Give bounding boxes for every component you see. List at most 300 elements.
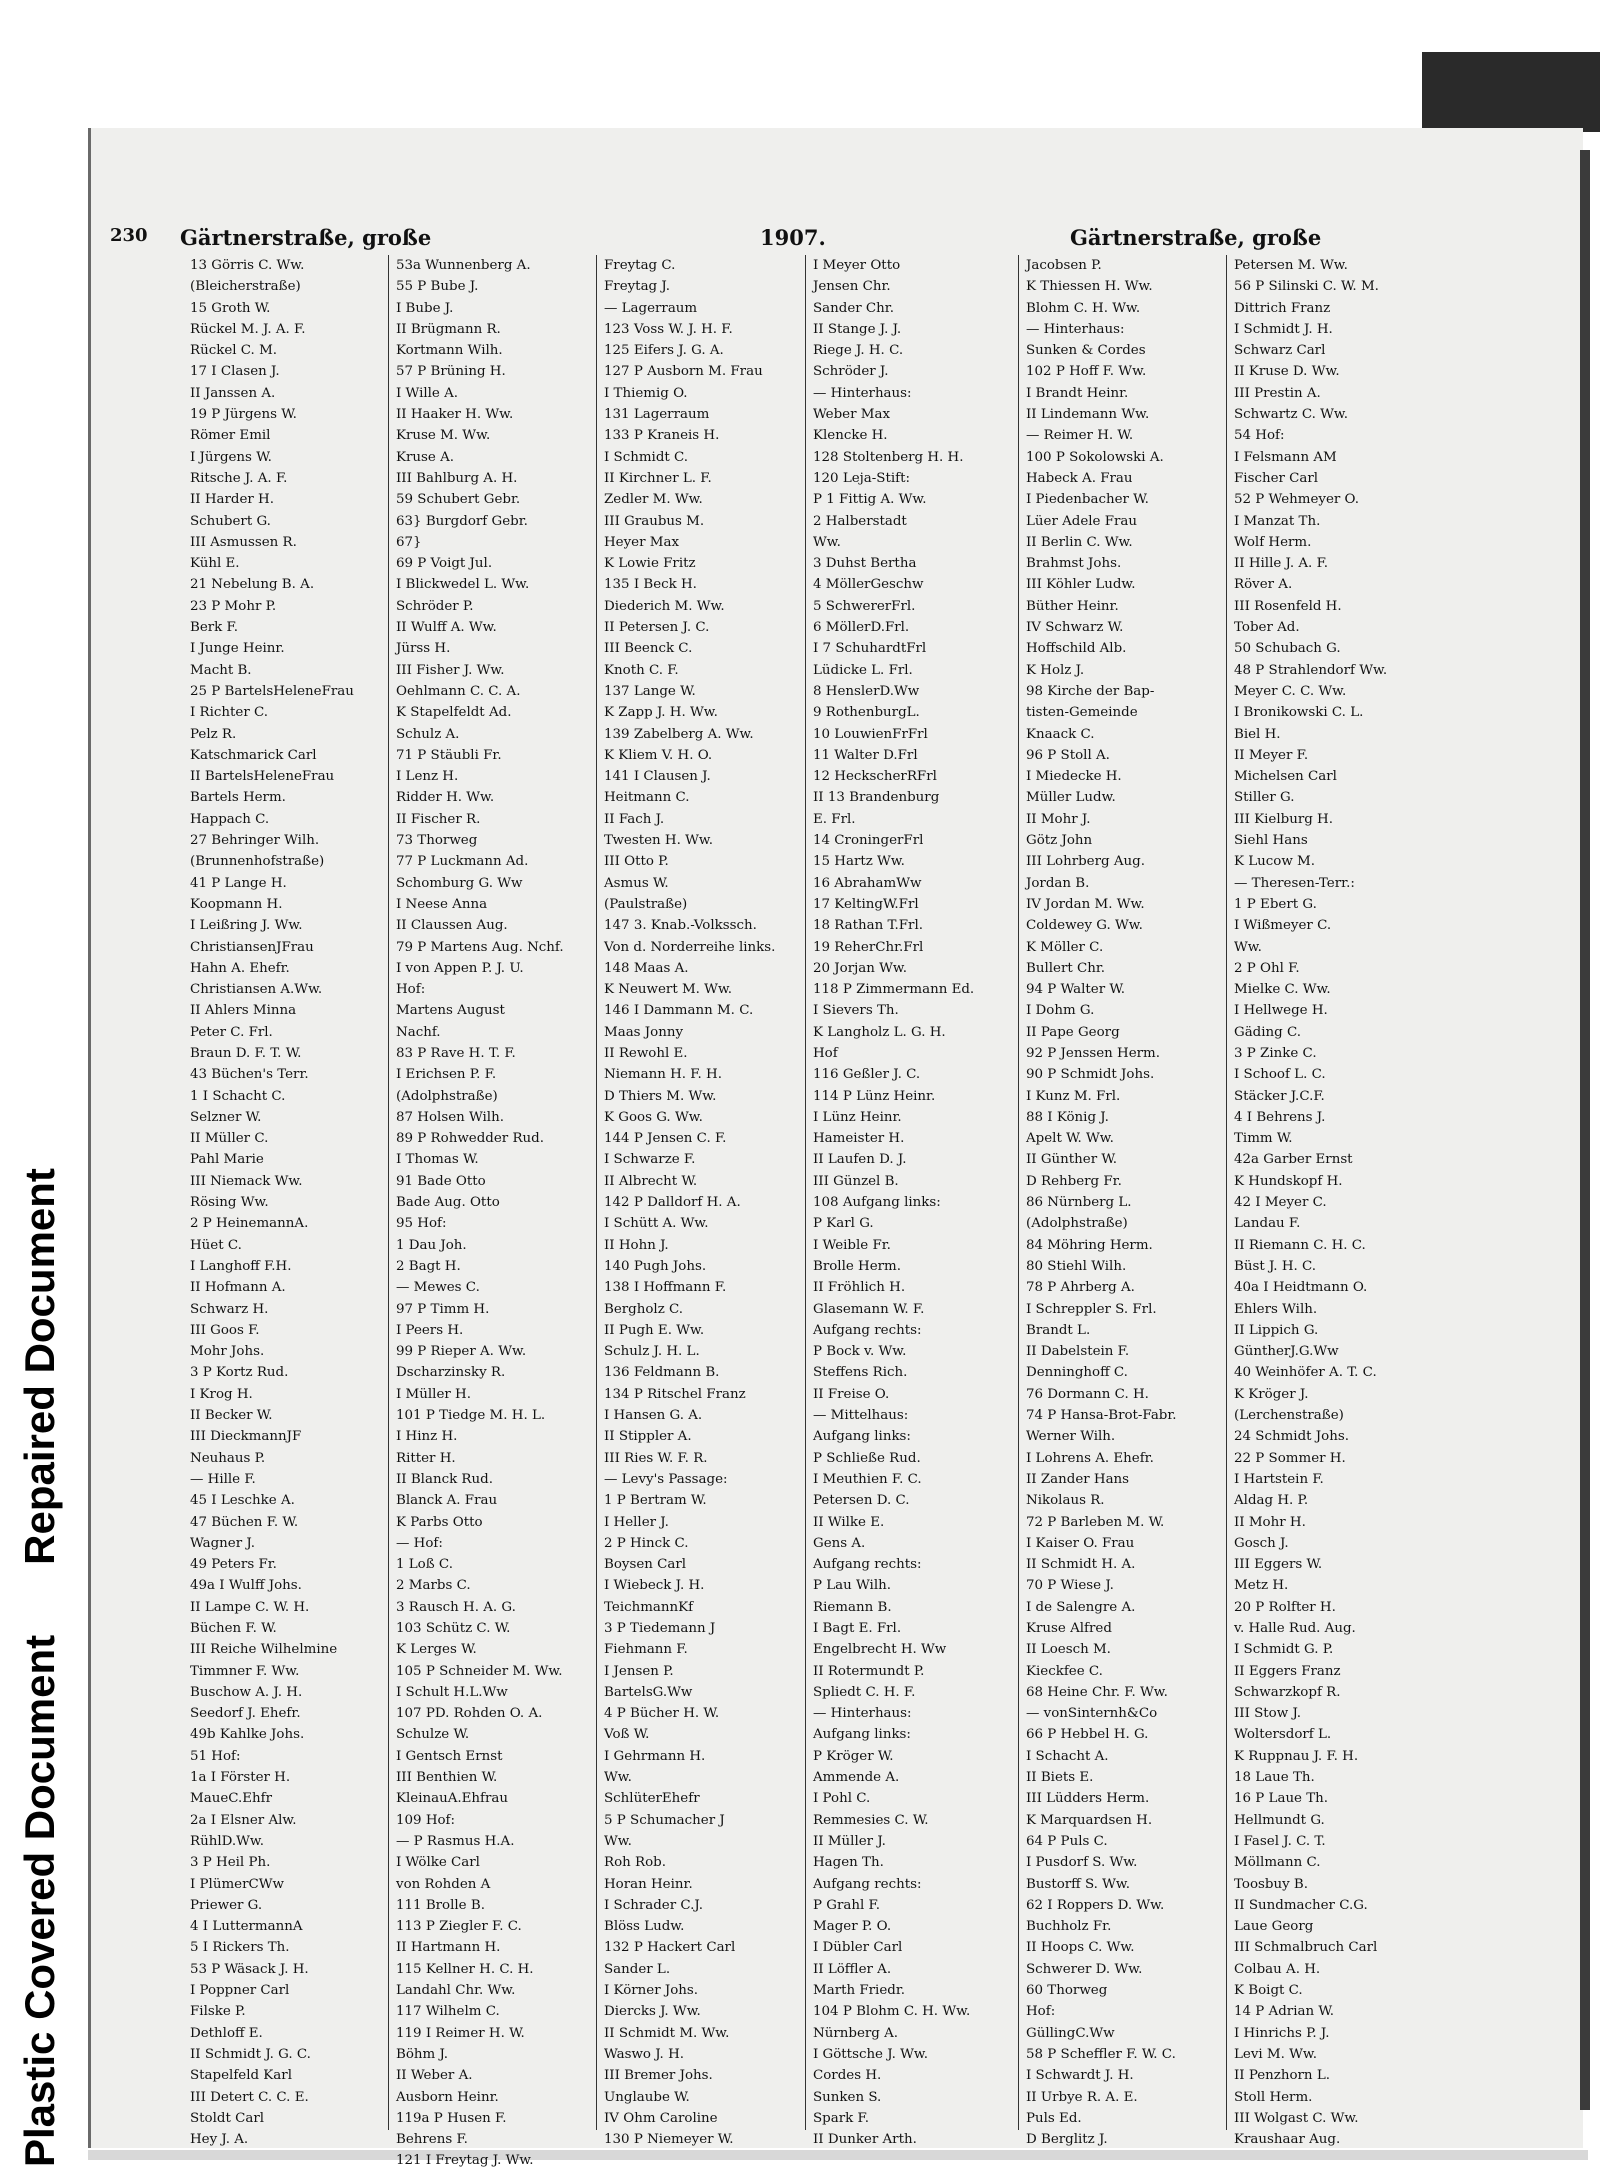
directory-entry: Braun D. F. T. W. (190, 1045, 302, 1061)
directory-entry: I Schreppler S. Frl. (1026, 1301, 1157, 1317)
directory-entry: 1 Loß C. (396, 1557, 453, 1573)
directory-entry: K Möller C. (1026, 939, 1104, 955)
directory-entry: Aufgang links: (813, 1429, 911, 1445)
directory-entry: Apelt W. Ww. (1026, 1131, 1114, 1147)
directory-entry: 101 P Tiedge M. H. L. (396, 1408, 546, 1424)
directory-entry: 1 P Ebert G. (1234, 896, 1317, 912)
directory-entry: Ausborn Heinr. (396, 2089, 499, 2105)
directory-entry: Blöss Ludw. (604, 1919, 685, 1935)
directory-entry: (Paulstraße) (604, 896, 688, 912)
directory-entry: 96 P Stoll A. (1026, 747, 1110, 763)
directory-entry: Müller Ludw. (1026, 790, 1116, 806)
directory-entry: II Fröhlich H. (813, 1280, 906, 1296)
directory-entry: I Gentsch Ernst (396, 1748, 503, 1764)
directory-entry: 138 I Hoffmann F. (604, 1280, 727, 1296)
directory-entry: Römer Emil (190, 428, 271, 444)
directory-entry: III Günzel B. (813, 1173, 899, 1189)
directory-entry: 51 Hof: (190, 1748, 241, 1764)
directory-entry: II Ahlers Minna (190, 1003, 297, 1019)
directory-entry: Aufgang rechts: (813, 1876, 922, 1892)
directory-entry: Fiehmann F. (604, 1642, 688, 1658)
directory-entry: Schulz A. (396, 726, 460, 742)
directory-entry: I Jürgens W. (190, 449, 272, 465)
directory-entry: II Stippler A. (604, 1429, 692, 1445)
directory-entry: 40 Weinhöfer A. T. C. (1234, 1365, 1377, 1381)
directory-entry: Roh Rob. (604, 1855, 666, 1871)
directory-entry: III Graubus M. (604, 513, 705, 529)
directory-entry: P Schließe Rud. (813, 1450, 921, 1466)
directory-entry: II Wilke E. (813, 1514, 885, 1530)
directory-entry: 2 Marbs C. (396, 1578, 471, 1594)
directory-entry: Brolle Herm. (813, 1258, 902, 1274)
directory-entry: III DieckmannJF (190, 1429, 302, 1445)
directory-entry: Laue Georg (1234, 1919, 1314, 1935)
directory-entry: Sander L. (604, 1961, 671, 1977)
directory-entry: K Hundskopf H. (1234, 1173, 1343, 1189)
directory-entry: — Levy's Passage: (604, 1471, 728, 1487)
directory-entry: 68 Heine Chr. F. Ww. (1026, 1684, 1168, 1700)
directory-entry: 132 P Hackert Carl (604, 1940, 736, 1956)
directory-entry: Unglaube W. (604, 2089, 690, 2105)
directory-entry: 137 Lange W. (604, 683, 696, 699)
directory-entry: Bustorff S. Ww. (1026, 1876, 1131, 1892)
directory-entry: 92 P Jenssen Herm. (1026, 1045, 1160, 1061)
directory-entry: 3 Rausch H. A. G. (396, 1599, 516, 1615)
directory-entry: 133 P Kraneis H. (604, 428, 720, 444)
directory-entry: II Müller C. (190, 1131, 269, 1147)
directory-entry: Levi M. Ww. (1234, 2046, 1318, 2062)
directory-entry: 3 Duhst Bertha (813, 556, 917, 572)
directory-entry: II Freise O. (813, 1386, 890, 1402)
directory-entry: Ehlers Wilh. (1234, 1301, 1318, 1317)
directory-entry: III Bremer Johs. (604, 2068, 713, 2084)
directory-entry: K Boigt C. (1234, 1983, 1303, 1999)
directory-entry: 5 I Rickers Th. (190, 1940, 290, 1956)
directory-entry: II Wulff A. Ww. (396, 620, 497, 636)
directory-entry: K Kliem V. H. O. (604, 747, 713, 763)
directory-entry: I Schwardt J. H. (1026, 2068, 1134, 2084)
directory-entry: III Otto P. (604, 854, 669, 870)
directory-entry: 1 P Bertram W. (604, 1493, 707, 1509)
directory-entry: 52 P Wehmeyer O. (1234, 492, 1359, 508)
directory-entry: I Erichsen P. F. (396, 1067, 497, 1083)
directory-entry: 134 P Ritschel Franz (604, 1386, 746, 1402)
directory-entry: — Mewes C. (396, 1280, 480, 1296)
directory-entry: D Thiers M. Ww. (604, 1088, 717, 1104)
directory-entry: K Stapelfeldt Ad. (396, 705, 512, 721)
directory-entry: II Harder H. (190, 492, 274, 508)
directory-entry: (Bleicherstraße) (190, 279, 301, 295)
directory-column-5 (1026, 255, 1226, 2148)
directory-entry: I Schwarze F. (604, 1152, 696, 1168)
directory-entry: IV Schwarz W. (1026, 620, 1124, 636)
directory-entry: Freytag C. (604, 258, 676, 273)
directory-entry: 147 3. Knab.-Volkssch. (604, 918, 757, 934)
directory-entry: Röver A. (1234, 577, 1293, 593)
directory-entry: 95 Hof: (396, 1216, 447, 1232)
directory-entry: Jürss H. (396, 641, 451, 657)
directory-entry: Hof: (396, 982, 426, 998)
directory-entry: III Beenck C. (604, 641, 693, 657)
directory-entry: I Brandt Heinr. (1026, 385, 1129, 401)
directory-entry: 86 Nürnberg L. (1026, 1195, 1132, 1211)
directory-entry: Ritsche J. A. F. (190, 470, 288, 486)
directory-entry: 47 Büchen F. W. (190, 1514, 299, 1530)
directory-entry: 121 I Freytag J. Ww. (396, 2153, 534, 2169)
directory-entry: Hoffschild Alb. (1026, 641, 1127, 657)
directory-entry: Hahn A. Ehefr. (190, 960, 290, 976)
directory-entry: Horan Heinr. (604, 1876, 693, 1892)
directory-entry: 77 P Luckmann Ad. (396, 854, 529, 870)
directory-entry: 120 Leja-Stift: (813, 470, 910, 486)
directory-entry: 2a I Elsner Alw. (190, 1812, 297, 1828)
directory-entry: II Penzhorn L. (1234, 2068, 1330, 2084)
directory-entry: Bartels Herm. (190, 790, 286, 806)
directory-entry: II Schmidt H. A. (1026, 1557, 1136, 1573)
directory-entry: 71 P Stäubli Fr. (396, 747, 502, 763)
directory-entry: 141 I Clausen J. (604, 769, 711, 785)
directory-column-3 (604, 255, 804, 2148)
directory-entry: Schröder P. (396, 598, 474, 614)
directory-entry: Aldag H. P. (1234, 1493, 1309, 1509)
directory-entry: 76 Dormann C. H. (1026, 1386, 1149, 1402)
directory-entry: Coldewey G. Ww. (1026, 918, 1143, 934)
scan-corner-block (1422, 52, 1600, 132)
directory-entry: — Hinterhaus: (813, 385, 912, 401)
directory-entry: Twesten H. Ww. (604, 833, 713, 849)
directory-entry: 87 Holsen Wilh. (396, 1109, 504, 1125)
directory-entry: 12 HeckscherRFrl (813, 769, 937, 785)
directory-entry: 16 P Laue Th. (1234, 1791, 1329, 1807)
directory-entry: Schwartz C. Ww. (1234, 407, 1349, 423)
directory-entry: I Hinrichs P. J. (1234, 2025, 1330, 2041)
directory-entry: Biel H. (1234, 726, 1281, 742)
directory-entry: II Kruse D. Ww. (1234, 364, 1340, 380)
directory-entry: Asmus W. (604, 875, 669, 891)
directory-entry: II Hohn J. (604, 1237, 669, 1253)
directory-entry: I Schoof L. C. (1234, 1067, 1326, 1083)
directory-entry: 140 Pugh Johs. (604, 1258, 707, 1274)
right-street-title: Gärtnerstraße, große (1070, 225, 1322, 250)
directory-entry: 2 P HeinemannA. (190, 1216, 309, 1232)
directory-entry: K Thiessen H. Ww. (1026, 279, 1153, 295)
directory-entry: Brahmst Johs. (1026, 556, 1122, 572)
directory-entry: Riege J. H. C. (813, 343, 904, 359)
directory-entry: 43 Büchen's Terr. (190, 1067, 309, 1083)
directory-entry: Knoth C. F. (604, 662, 679, 678)
directory-entry: K Kröger J. (1234, 1386, 1309, 1402)
directory-entry: 103 Schütz C. W. (396, 1621, 511, 1636)
directory-entry: Von d. Norderreihe links. (604, 939, 776, 955)
directory-entry: I Bronikowski C. L. (1234, 705, 1364, 721)
directory-entry: II Riemann C. H. C. (1234, 1237, 1366, 1253)
directory-entry: TeichmannKf (604, 1599, 694, 1615)
directory-entry: Ammende A. (813, 1770, 900, 1786)
directory-entry: 3 P Kortz Rud. (190, 1365, 289, 1381)
directory-entry: I Dübler Carl (813, 1940, 903, 1956)
directory-entry: II Mohr H. (1234, 1514, 1306, 1530)
directory-entry: Ww. (604, 1770, 632, 1786)
directory-entry: — Hinterhaus: (813, 1706, 912, 1722)
directory-entry: Buchholz Fr. (1026, 1919, 1112, 1935)
directory-entry: Hellmundt G. (1234, 1812, 1325, 1828)
directory-entry: II Stange J. J. (813, 321, 902, 337)
directory-entry: Büst J. H. C. (1234, 1258, 1317, 1274)
directory-entry: Sunken & Cordes (1026, 343, 1146, 359)
directory-entry: Bergholz C. (604, 1301, 684, 1317)
directory-entry: III Stow J. (1234, 1706, 1302, 1722)
directory-entry: 125 Eifers J. G. A. (604, 343, 724, 359)
directory-entry: Ritter H. (396, 1450, 456, 1466)
directory-entry: Ridder H. Ww. (396, 790, 495, 806)
directory-entry: II Lippich G. (1234, 1322, 1319, 1338)
directory-entry: Maas Jonny (604, 1024, 684, 1040)
directory-entry: II Sundmacher C.G. (1234, 1897, 1368, 1913)
directory-entry: — Theresen-Terr.: (1234, 875, 1355, 891)
directory-entry: Diederich M. Ww. (604, 598, 725, 614)
directory-entry: II Janssen A. (190, 385, 276, 401)
directory-entry: I Wille A. (396, 385, 459, 401)
directory-entry: Meyer C. C. Ww. (1234, 683, 1347, 699)
directory-entry: I Schütt A. Ww. (604, 1216, 709, 1232)
directory-entry: Stäcker J.C.F. (1234, 1088, 1325, 1104)
directory-entry: 119a P Husen F. (396, 2110, 507, 2126)
directory-entry: I Poppner Carl (190, 1983, 290, 1999)
directory-entry: II Kirchner L. F. (604, 470, 712, 486)
directory-entry: 98 Kirche der Bap- (1026, 683, 1155, 699)
directory-entry: II Brügmann R. (396, 321, 501, 337)
directory-column-4 (813, 255, 1013, 2148)
directory-entry: I Schult H.L.Ww (396, 1684, 508, 1700)
directory-entry: 105 P Schneider M. Ww. (396, 1663, 563, 1679)
directory-entry: I Pusdorf S. Ww. (1026, 1855, 1138, 1871)
directory-entry: 80 Stiehl Wilh. (1026, 1258, 1127, 1274)
directory-entry: 54 Hof: (1234, 428, 1285, 444)
directory-entry: 102 P Hoff F. Ww. (1026, 364, 1147, 380)
directory-entry: I Thiemig O. (604, 385, 688, 401)
directory-entry: I von Appen P. J. U. (396, 960, 524, 976)
directory-entry: Petersen M. Ww. (1234, 258, 1348, 273)
directory-entry: 74 P Hansa-Brot-Fabr. (1026, 1408, 1177, 1424)
directory-entry: II Rotermundt P. (813, 1663, 925, 1679)
directory-entry: 42a Garber Ernst (1234, 1152, 1353, 1168)
directory-entry: Rösing Ww. (190, 1195, 269, 1211)
directory-entry: Rückel M. J. A. F. (190, 321, 306, 337)
directory-entry: III Asmussen R. (190, 534, 297, 550)
directory-entry: (Brunnenhofstraße) (190, 854, 325, 870)
directory-entry: 60 Thorweg (1026, 1983, 1108, 1999)
directory-entry: Kruse A. (396, 449, 455, 465)
directory-column-1 (190, 255, 390, 2148)
directory-entry: I Richter C. (190, 705, 269, 721)
directory-entry: Gosch J. (1234, 1535, 1289, 1551)
directory-entry: Büchen F. W. (190, 1621, 277, 1636)
directory-entry: GüntherJ.G.Ww (1234, 1344, 1339, 1360)
directory-entry: 144 P Jensen C. F. (604, 1131, 727, 1147)
directory-entry: 22 P Sommer H. (1234, 1450, 1346, 1466)
directory-entry: Zedler M. Ww. (604, 492, 703, 508)
directory-entry: III Prestin A. (1234, 385, 1321, 401)
directory-entry: MaueC.Ehfr (190, 1791, 273, 1807)
directory-entry: I Kunz M. Frl. (1026, 1088, 1121, 1104)
directory-entry: I 7 SchuhardtFrl (813, 641, 927, 657)
directory-entry: P Kröger W. (813, 1748, 894, 1764)
directory-entry: I Göttsche J. Ww. (813, 2046, 928, 2062)
directory-entry: III Reiche Wilhelmine (190, 1642, 338, 1658)
directory-entry: 53 P Wäsack J. H. (190, 1961, 309, 1977)
directory-entry: 18 Rathan T.Frl. (813, 918, 923, 934)
directory-entry: I Schacht A. (1026, 1748, 1109, 1764)
directory-entry: Aufgang rechts: (813, 1322, 922, 1338)
directory-entry: 117 Wilhelm C. (396, 2004, 500, 2020)
directory-entry: Spark F. (813, 2110, 869, 2126)
directory-entry: K Parbs Otto (396, 1514, 483, 1530)
directory-entry: 4 MöllerGeschw (813, 577, 924, 593)
directory-entry: (Adolphstraße) (396, 1088, 498, 1104)
directory-entry: Aufgang links: (813, 1727, 911, 1743)
directory-entry: Schomburg G. Ww (396, 875, 523, 891)
directory-entry: Knaack C. (1026, 726, 1095, 742)
directory-entry: Steffens Rich. (813, 1365, 908, 1381)
directory-entry: 142 P Dalldorf H. A. (604, 1195, 741, 1211)
directory-entry: III Bahlburg A. H. (396, 470, 518, 486)
directory-entry: P Bock v. Ww. (813, 1344, 907, 1360)
directory-entry: 79 P Martens Aug. Nchf. (396, 939, 564, 955)
directory-entry: — Hille F. (190, 1471, 256, 1487)
directory-entry: Toosbuy B. (1234, 1876, 1309, 1892)
directory-entry: Sander Chr. (813, 300, 894, 316)
directory-entry: Timm W. (1234, 1131, 1293, 1147)
directory-entry: 27 Behringer Wilh. (190, 833, 320, 849)
directory-entry: III Wolgast C. Ww. (1234, 2110, 1359, 2126)
directory-entry: 1a I Förster H. (190, 1770, 291, 1786)
directory-entry: Wolf Herm. (1234, 534, 1312, 550)
directory-entry: Seedorf J. Ehefr. (190, 1706, 301, 1722)
directory-entry: Glasemann W. F. (813, 1301, 925, 1317)
directory-entry: I Pohl C. (813, 1791, 871, 1807)
directory-entry: Bullert Chr. (1026, 960, 1106, 976)
directory-entry: I Junge Heinr. (190, 641, 285, 657)
directory-entry: I Lünz Heinr. (813, 1109, 902, 1125)
directory-entry: 14 P Adrian W. (1234, 2004, 1335, 2020)
directory-entry: — Hof: (396, 1535, 443, 1551)
directory-entry: Hüet C. (190, 1237, 242, 1253)
directory-entry: D Berglitz J. (1026, 2132, 1108, 2148)
directory-entry: — P Rasmus H.A. (396, 1833, 515, 1849)
directory-entry: Stoldt Carl (190, 2110, 265, 2126)
directory-entry: Denninghoff C. (1026, 1365, 1128, 1381)
directory-entry: Peter C. Frl. (190, 1024, 273, 1040)
directory-entry: 127 P Ausborn M. Frau (604, 364, 763, 380)
directory-entry: — vonSinternh&Co (1026, 1706, 1158, 1722)
directory-entry: 3 P Tiedemann J (604, 1621, 716, 1636)
directory-entry: 25 P BartelsHeleneFrau (190, 683, 354, 699)
directory-entry: 73 Thorweg (396, 833, 478, 849)
directory-entry: I Wiebeck J. H. (604, 1578, 705, 1594)
directory-entry: I Jensen P. (604, 1663, 674, 1679)
directory-entry: 56 P Silinski C. W. M. (1234, 279, 1379, 295)
directory-entry: Möllmann C. (1234, 1855, 1321, 1871)
directory-entry: II Rewohl E. (604, 1045, 688, 1061)
directory-entry: Fischer Carl (1234, 470, 1319, 486)
directory-entry: Ww. (604, 1833, 632, 1849)
directory-entry: 19 P Jürgens W. (190, 407, 297, 423)
directory-entry: II Lindemann Ww. (1026, 407, 1150, 423)
directory-columns (110, 255, 1420, 2169)
directory-entry: II 13 Brandenburg (813, 790, 940, 806)
directory-column-2 (396, 255, 596, 2169)
directory-entry: I Wölke Carl (396, 1855, 480, 1871)
directory-entry: Spliedt C. H. F. (813, 1684, 916, 1700)
directory-entry: I Hinz H. (396, 1429, 458, 1445)
directory-entry: Kruse Alfred (1026, 1621, 1112, 1636)
directory-entry: Stapelfeld Karl (190, 2068, 292, 2084)
directory-entry: Voß W. (604, 1727, 650, 1743)
directory-entry: II Meyer F. (1234, 747, 1309, 763)
directory-entry: 83 P Rave H. T. F. (396, 1045, 516, 1061)
directory-entry: III Fisher J. Ww. (396, 662, 505, 678)
directory-entry: Diercks J. Ww. (604, 2004, 701, 2020)
directory-entry: Landahl Chr. Ww. (396, 1983, 516, 1999)
directory-entry: 3 P Zinke C. (1234, 1045, 1317, 1061)
directory-entry: 90 P Schmidt Johs. (1026, 1067, 1155, 1083)
directory-entry: Dethloff E. (190, 2025, 263, 2041)
directory-entry: Neuhaus P. (190, 1450, 266, 1466)
directory-entry: I Miedecke H. (1026, 769, 1122, 785)
directory-entry: P Lau Wilh. (813, 1578, 891, 1594)
directory-entry: 50 Schubach G. (1234, 641, 1341, 657)
directory-entry: 108 Aufgang links: (813, 1195, 941, 1211)
directory-entry: III Rosenfeld H. (1234, 598, 1342, 614)
directory-entry: 88 I König J. (1026, 1109, 1109, 1125)
directory-entry: Jordan B. (1026, 875, 1090, 891)
directory-entry: II Müller J. (813, 1833, 886, 1849)
directory-entry: Schulz J. H. L. (604, 1344, 700, 1360)
directory-entry: I Thomas W. (396, 1152, 479, 1168)
directory-entry: K Lerges W. (396, 1642, 477, 1658)
directory-entry: Michelsen Carl (1234, 769, 1337, 785)
directory-entry: K Lowie Fritz (604, 556, 696, 572)
directory-entry: Jacobsen P. (1026, 258, 1102, 273)
directory-entry: Weber Max (813, 407, 890, 423)
directory-entry: K Goos G. Ww. (604, 1109, 703, 1125)
directory-entry: 128 Stoltenberg H. H. (813, 449, 964, 465)
directory-entry: III Detert C. C. E. (190, 2089, 309, 2105)
directory-entry: II Lampe C. W. H. (190, 1599, 310, 1615)
directory-entry: I Blickwedel L. Ww. (396, 577, 530, 593)
directory-entry: III Kielburg H. (1234, 811, 1333, 827)
directory-entry: P Grahl F. (813, 1897, 880, 1913)
directory-entry: Nürnberg A. (813, 2025, 899, 2041)
directory-entry: Mohr Johs. (190, 1344, 265, 1360)
directory-entry: II Zander Hans (1026, 1471, 1130, 1487)
directory-entry: 42 I Meyer C. (1234, 1195, 1327, 1211)
directory-entry: I Kaiser O. Frau (1026, 1535, 1135, 1551)
directory-entry: Stoll Herm. (1234, 2089, 1313, 2105)
directory-entry: 15 Groth W. (190, 300, 271, 316)
directory-entry: Büther Heinr. (1026, 598, 1119, 614)
directory-entry: Engelbrecht H. Ww (813, 1642, 947, 1658)
directory-entry: I Schrader C.J. (604, 1897, 703, 1913)
directory-entry: 49b Kahlke Johs. (190, 1727, 305, 1743)
directory-entry: 4 P Bücher H. W. (604, 1706, 720, 1722)
directory-entry: Brandt L. (1026, 1322, 1091, 1338)
directory-column-6 (1234, 255, 1434, 2148)
directory-entry: K Neuwert M. Ww. (604, 982, 733, 998)
directory-entry: 2 Bagt H. (396, 1258, 461, 1274)
directory-entry: 2 P Ohl F. (1234, 960, 1300, 976)
directory-entry: K Zapp J. H. Ww. (604, 705, 718, 721)
